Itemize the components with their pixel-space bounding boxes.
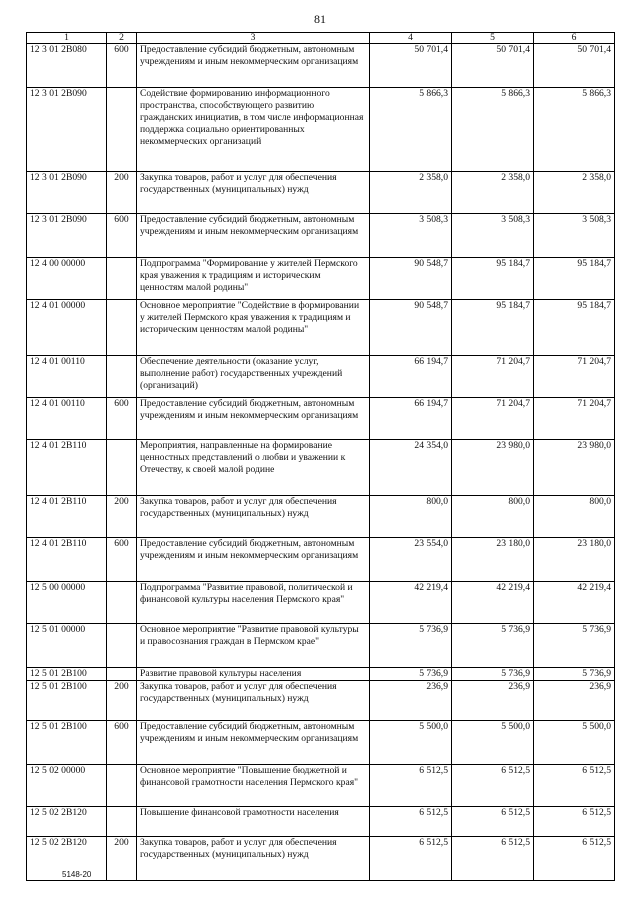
cell-amount-3: 6 512,5 xyxy=(534,807,615,837)
cell-amount-1: 5 866,3 xyxy=(370,88,452,172)
cell-amount-2: 23 180,0 xyxy=(452,538,534,582)
cell-name: Мероприятия, направленные на формирование ценностных представлений о любви и уважении к Отечеству, к своей малой родине xyxy=(137,440,370,496)
cell-amount-2: 50 701,4 xyxy=(452,44,534,88)
cell-code: 12 5 02 00000 xyxy=(27,765,107,807)
cell-amount-1: 50 701,4 xyxy=(370,44,452,88)
cell-amount-2: 6 512,5 xyxy=(452,837,534,881)
cell-amount-1: 6 512,5 xyxy=(370,807,452,837)
cell-amount-2: 95 184,7 xyxy=(452,258,534,300)
cell-expense-type xyxy=(107,807,137,837)
cell-amount-3: 95 184,7 xyxy=(534,258,615,300)
cell-amount-2: 800,0 xyxy=(452,496,534,538)
cell-amount-3: 23 980,0 xyxy=(534,440,615,496)
cell-name: Развитие правовой культуры населения xyxy=(137,668,370,681)
cell-amount-1: 42 219,4 xyxy=(370,582,452,624)
cell-amount-1: 90 548,7 xyxy=(370,300,452,356)
cell-expense-type: 200 xyxy=(107,496,137,538)
table-row xyxy=(27,356,615,398)
cell-amount-3: 71 204,7 xyxy=(534,356,615,398)
column-header-3: 3 xyxy=(137,33,370,44)
cell-name: Подпрограмма "Формирование у жителей Пермского края уважения к традициям и историческим ценностям малой родины" xyxy=(137,258,370,300)
cell-code: 12 3 01 2В080 xyxy=(27,44,107,88)
table-row xyxy=(27,300,615,356)
cell-code: 12 4 01 00000 xyxy=(27,300,107,356)
table-row xyxy=(27,88,615,172)
table-body xyxy=(27,44,615,881)
cell-amount-2: 6 512,5 xyxy=(452,807,534,837)
table-row xyxy=(27,496,615,538)
cell-name: Подпрограмма "Развитие правовой, политической и финансовой культуры населения Пермского края" xyxy=(137,582,370,624)
cell-expense-type xyxy=(107,88,137,172)
table-row xyxy=(27,538,615,582)
cell-expense-type xyxy=(107,624,137,668)
cell-amount-1: 236,9 xyxy=(370,681,452,721)
cell-amount-3: 5 736,9 xyxy=(534,668,615,681)
table-row xyxy=(27,681,615,721)
table-header-row xyxy=(27,33,615,44)
table-row xyxy=(27,668,615,681)
cell-name: Закупка товаров, работ и услуг для обеспечения государственных (муниципальных) нужд xyxy=(137,681,370,721)
cell-code: 12 5 01 2В100 xyxy=(27,681,107,721)
page-number: 81 xyxy=(314,12,326,26)
cell-amount-1: 6 512,5 xyxy=(370,837,452,881)
cell-name: Предоставление субсидий бюджетным, автономным учреждениям и иным некоммерческим организациям xyxy=(137,398,370,440)
cell-code: 12 5 02 2В120 xyxy=(27,807,107,837)
cell-expense-type xyxy=(107,668,137,681)
cell-expense-type: 600 xyxy=(107,538,137,582)
cell-amount-3: 71 204,7 xyxy=(534,398,615,440)
cell-code: 12 3 01 2В090 xyxy=(27,172,107,214)
cell-code: 12 4 01 2В110 xyxy=(27,538,107,582)
table-row xyxy=(27,624,615,668)
cell-amount-1: 23 554,0 xyxy=(370,538,452,582)
cell-amount-1: 66 194,7 xyxy=(370,356,452,398)
cell-name: Обеспечение деятельности (оказание услуг, выполнение работ) государственных учреждений (организаций) xyxy=(137,356,370,398)
cell-amount-1: 5 500,0 xyxy=(370,721,452,765)
cell-expense-type: 200 xyxy=(107,172,137,214)
cell-code: 12 5 02 2В120 xyxy=(27,837,107,881)
cell-amount-2: 3 508,3 xyxy=(452,214,534,258)
cell-amount-1: 2 358,0 xyxy=(370,172,452,214)
cell-name: Предоставление субсидий бюджетным, автономным учреждениям и иным некоммерческим организациям xyxy=(137,214,370,258)
cell-name: Содействие формированию информационного пространства, способствующего развитию гражданских инициатив, в том числе информационная поддержка социально ориентированных некоммерческих организаций xyxy=(137,88,370,172)
cell-amount-1: 5 736,9 xyxy=(370,668,452,681)
cell-expense-type: 600 xyxy=(107,44,137,88)
cell-expense-type xyxy=(107,440,137,496)
cell-amount-1: 6 512,5 xyxy=(370,765,452,807)
cell-amount-2: 6 512,5 xyxy=(452,765,534,807)
cell-amount-2: 2 358,0 xyxy=(452,172,534,214)
cell-amount-2: 5 736,9 xyxy=(452,668,534,681)
column-header-1: 1 xyxy=(27,33,107,44)
cell-expense-type xyxy=(107,356,137,398)
column-header-6: 6 xyxy=(534,33,615,44)
cell-name: Предоставление субсидий бюджетным, автономным учреждениям и иным некоммерческим организациям xyxy=(137,538,370,582)
table-row xyxy=(27,258,615,300)
cell-name: Закупка товаров, работ и услуг для обеспечения государственных (муниципальных) нужд xyxy=(137,496,370,538)
cell-expense-type: 200 xyxy=(107,837,137,881)
cell-amount-3: 800,0 xyxy=(534,496,615,538)
cell-code: 12 3 01 2В090 xyxy=(27,88,107,172)
cell-amount-1: 90 548,7 xyxy=(370,258,452,300)
cell-expense-type: 200 xyxy=(107,681,137,721)
table-row xyxy=(27,807,615,837)
budget-table xyxy=(26,32,615,881)
cell-amount-1: 3 508,3 xyxy=(370,214,452,258)
cell-expense-type xyxy=(107,300,137,356)
cell-amount-2: 71 204,7 xyxy=(452,356,534,398)
column-header-5: 5 xyxy=(452,33,534,44)
table-row xyxy=(27,837,615,881)
column-header-2: 2 xyxy=(107,33,137,44)
cell-amount-2: 5 736,9 xyxy=(452,624,534,668)
cell-amount-3: 5 736,9 xyxy=(534,624,615,668)
cell-amount-3: 5 500,0 xyxy=(534,721,615,765)
table-row xyxy=(27,172,615,214)
cell-amount-2: 95 184,7 xyxy=(452,300,534,356)
cell-amount-3: 236,9 xyxy=(534,681,615,721)
cell-amount-2: 42 219,4 xyxy=(452,582,534,624)
cell-code: 12 5 01 2В100 xyxy=(27,721,107,765)
cell-name: Повышение финансовой грамотности населения xyxy=(137,807,370,837)
table-row xyxy=(27,214,615,258)
cell-code: 12 4 01 00110 xyxy=(27,398,107,440)
cell-amount-1: 5 736,9 xyxy=(370,624,452,668)
table-row xyxy=(27,582,615,624)
cell-amount-2: 236,9 xyxy=(452,681,534,721)
cell-amount-3: 42 219,4 xyxy=(534,582,615,624)
footer-code: 5148-20 xyxy=(62,870,92,879)
cell-name: Закупка товаров, работ и услуг для обеспечения государственных (муниципальных) нужд xyxy=(137,837,370,881)
cell-amount-3: 50 701,4 xyxy=(534,44,615,88)
cell-name: Основное мероприятие "Развитие правовой культуры и правосознания граждан в Пермском крае" xyxy=(137,624,370,668)
cell-amount-3: 6 512,5 xyxy=(534,837,615,881)
table-row xyxy=(27,440,615,496)
cell-code: 12 5 01 2В100 xyxy=(27,668,107,681)
cell-code: 12 4 01 2В110 xyxy=(27,496,107,538)
cell-amount-3: 2 358,0 xyxy=(534,172,615,214)
cell-amount-2: 23 980,0 xyxy=(452,440,534,496)
cell-amount-1: 66 194,7 xyxy=(370,398,452,440)
cell-code: 12 5 01 00000 xyxy=(27,624,107,668)
cell-code: 12 3 01 2В090 xyxy=(27,214,107,258)
cell-amount-3: 23 180,0 xyxy=(534,538,615,582)
cell-expense-type xyxy=(107,258,137,300)
cell-expense-type xyxy=(107,765,137,807)
cell-amount-1: 800,0 xyxy=(370,496,452,538)
cell-name: Основное мероприятие "Повышение бюджетной и финансовой грамотности населения Пермского края" xyxy=(137,765,370,807)
cell-expense-type: 600 xyxy=(107,398,137,440)
cell-name: Закупка товаров, работ и услуг для обеспечения государственных (муниципальных) нужд xyxy=(137,172,370,214)
cell-name: Предоставление субсидий бюджетным, автономным учреждениям и иным некоммерческим организациям xyxy=(137,721,370,765)
table-row xyxy=(27,44,615,88)
cell-amount-3: 95 184,7 xyxy=(534,300,615,356)
cell-code: 12 4 01 2В110 xyxy=(27,440,107,496)
cell-amount-3: 3 508,3 xyxy=(534,214,615,258)
table-row xyxy=(27,398,615,440)
cell-amount-2: 5 866,3 xyxy=(452,88,534,172)
column-header-4: 4 xyxy=(370,33,452,44)
cell-expense-type xyxy=(107,582,137,624)
cell-name: Основное мероприятие "Содействие в формировании у жителей Пермского края уважения к традициям и историческим ценностям малой родины" xyxy=(137,300,370,356)
table-row xyxy=(27,721,615,765)
cell-code: 12 5 00 00000 xyxy=(27,582,107,624)
cell-amount-3: 6 512,5 xyxy=(534,765,615,807)
cell-name: Предоставление субсидий бюджетным, автономным учреждениям и иным некоммерческим организациям xyxy=(137,44,370,88)
table-row xyxy=(27,765,615,807)
cell-expense-type: 600 xyxy=(107,721,137,765)
cell-expense-type: 600 xyxy=(107,214,137,258)
cell-code: 12 4 01 00110 xyxy=(27,356,107,398)
cell-amount-1: 24 354,0 xyxy=(370,440,452,496)
cell-amount-3: 5 866,3 xyxy=(534,88,615,172)
cell-amount-2: 5 500,0 xyxy=(452,721,534,765)
cell-amount-2: 71 204,7 xyxy=(452,398,534,440)
cell-code: 12 4 00 00000 xyxy=(27,258,107,300)
